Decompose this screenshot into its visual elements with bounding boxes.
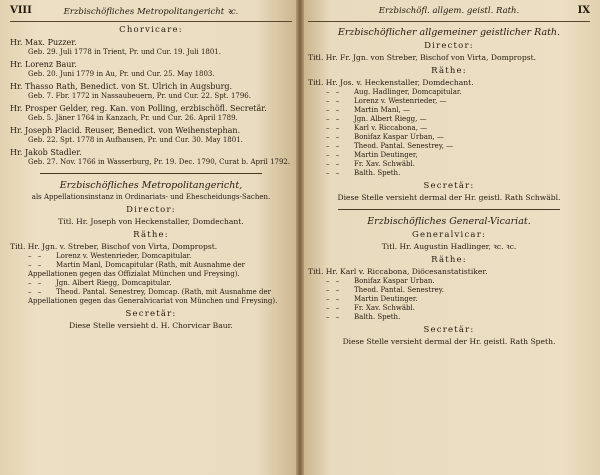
choir-vicars-heading: Chorvicare: — [119, 25, 183, 35]
vicar-entry — [10, 104, 292, 123]
section-divider — [40, 173, 262, 174]
page-number-left: VIII — [10, 5, 32, 16]
vicar-general-heading: Generalvicar: — [411, 230, 487, 240]
council-member: – – Karl v. Riccabona, — — [326, 124, 428, 132]
vicariate-title: Erzbischöfliches General-Vicariat. — [367, 216, 531, 227]
council-director-heading: Director: — [424, 41, 474, 51]
vicar-name: Hr. Joseph Placid. Reuser, Benedict. von Weihenstephan. — [10, 126, 241, 135]
vicariate-member: – – Fr. Xav. Schwäbl. — [326, 304, 415, 312]
council-secretary: Diese Stelle versieht dermal der Hr. geistl. Rath Schwäbl. — [337, 193, 561, 202]
vicar-detail: Geb. 22. Spt. 1778 in Aufhausen, Pr. und Cur. 30. May 1801. — [28, 136, 243, 144]
council-member-text: Martin Deutinger, — [354, 151, 418, 159]
vicariate-secretary: Diese Stelle versieht dermal der Hr. geistl. Rath Speth. — [342, 337, 556, 346]
vicariate-chief-councillor: Titl. Hr. Karl v. Riccabona, Diöcesanstatistiker. — [308, 267, 488, 276]
council-member-text: Jgn. Albert Riegg, — — [354, 115, 427, 123]
running-title-right: Erzbischöfl. allgem. geistl. Rath. — [378, 6, 520, 16]
council-member-text: Martin Manl, — — [354, 106, 411, 114]
section-divider — [338, 209, 560, 210]
court-secretary-heading: Secretär: — [125, 309, 177, 319]
vicariate-member: – – Martin Deutinger. — [326, 295, 418, 303]
right-page-header — [308, 5, 590, 22]
council-title: Erzbischöflicher allgemeiner geistlicher Rath. — [337, 27, 561, 38]
vicariate-councillors-heading: Räthe: — [431, 255, 467, 265]
vicar-detail: Geb. 5. Jäner 1764 in Kanzach, Pr. und Cur. 26. April 1789. — [28, 114, 238, 122]
vicar-detail: Geb. 20. Juni 1779 in Au, Pr. und Cur. 25. May 1803. — [28, 70, 215, 78]
court-member: – – Jgn. Albert Riegg, Domcapitular. — [28, 279, 172, 287]
court-member-text: Theod. Pantal. Senestrey, Domcap. (Rath, mit Ausnahme der Appellationen gegen das Generalvicariat von München und Freysing). — [28, 288, 278, 305]
council-member-text: Balth. Speth. — [354, 169, 401, 177]
vicariate-member-text: Fr. Xav. Schwäbl. — [354, 304, 415, 312]
vicar-entry — [10, 148, 292, 167]
council-member-text: Bonifaz Kaspar Urban, — — [354, 133, 444, 141]
council-councillors-heading: Räthe: — [431, 66, 467, 76]
council-director: Titl. Hr. Fr. Jgn. von Streber, Bischof von Virta, Dompropst. — [308, 53, 537, 62]
vicar-detail: Geb. 7. Fbr. 1772 in Nassaubeuern, Pr. und Cur. 22. Spt. 1796. — [28, 92, 251, 100]
council-member: – – Martin Manl, — — [326, 106, 411, 114]
court-director-heading: Director: — [126, 205, 176, 215]
council-member: – – Aug. Hadlinger, Domcapitular. — [326, 88, 462, 96]
council-member: – – Lorenz v. Westenrieder, — — [326, 97, 447, 105]
council-member: – – Martin Deutinger, — [326, 151, 418, 159]
vicar-entry — [10, 126, 292, 145]
court-secretary: Diese Stelle versieht d. H. Chorvicar Baur. — [69, 321, 233, 330]
court-member: – – Martin Manl, Domcapitular (Rath, mit Ausnahme der Appellationen gegen das Offizialat München und Freysing). — [28, 261, 245, 278]
council-member: – – Theod. Pantal. Senestrey, — — [326, 142, 454, 150]
vicariate-member: – – Balth. Speth. — [326, 313, 401, 321]
court-member: – – Lorenz v. Westenrieder, Domcapitular. — [28, 252, 192, 260]
council-member: – – Balth. Speth. — [326, 169, 401, 177]
book-gutter — [296, 0, 304, 475]
court-member: – – Theod. Pantal. Senestrey, Domcap. (Rath, mit Ausnahme der Appellationen gegen das Generalvicariat von München und Freysing). — [28, 288, 278, 305]
right-page — [300, 0, 600, 475]
council-secretary-heading: Secretär: — [423, 181, 475, 191]
council-member: – – Jgn. Albert Riegg, — — [326, 115, 427, 123]
court-director: Titl. Hr. Joseph von Heckenstaller, Domdechant. — [58, 217, 244, 226]
vicariate-member-text: Theod. Pantal. Senestrey. — [354, 286, 444, 294]
vicariate-member-text: Balth. Speth. — [354, 313, 401, 321]
court-member-text: Martin Manl, Domcapitular (Rath, mit Ausnahme der Appellationen gegen das Offizialat München und Freysing). — [28, 261, 245, 278]
council-member: – – Bonifaz Kaspar Urban, — — [326, 133, 444, 141]
council-member: – – Fr. Xav. Schwäbl. — [326, 160, 415, 168]
court-chief-councillor: Titl. Hr. Jgn. v. Streber, Bischof von Virta, Dompropst. — [10, 242, 218, 251]
vicar-detail: Geb. 29. Juli 1778 in Trient, Pr. und Cur. 19. Juli 1801. — [28, 48, 221, 56]
court-subtitle: als Appellationsinstanz in Ordinariats- und Ehescheidungs-Sachen. — [31, 193, 271, 201]
vicar-detail: Geb. 27. Nov. 1766 in Wasserburg, Pr. 19. Dec. 1790, Curat b. April 1792. — [28, 158, 291, 166]
vicar-name: Hr. Prosper Gelder, reg. Kan. von Polling, erzbischöfl. Secretär. — [10, 104, 267, 113]
court-councillors-heading: Räthe: — [133, 230, 169, 240]
vicar-name: Hr. Lorenz Baur. — [10, 60, 77, 69]
council-member-text: Theod. Pantal. Senestrey, — — [354, 142, 454, 150]
vicariate-member-text: Martin Deutinger. — [354, 295, 418, 303]
vicar-entry — [10, 60, 292, 79]
council-member-text: Aug. Hadlinger, Domcapitular. — [354, 88, 462, 96]
court-member-text: Jgn. Albert Riegg, Domcapitular. — [56, 279, 172, 287]
vicariate-member: – – Bonifaz Kaspar Urban. — [326, 277, 435, 285]
vicariate-secretary-heading: Secretär: — [423, 325, 475, 335]
council-member-text: Karl v. Riccabona, — — [354, 124, 428, 132]
running-title-left: Erzbischöfliches Metropolitangericht ꝛc. — [63, 7, 239, 17]
vicar-name: Hr. Thasso Rath, Benedict. von St. Ulrich in Augsburg. — [10, 82, 233, 91]
vicar-entry — [10, 38, 292, 57]
council-member-text: Lorenz v. Westenrieder, — — [354, 97, 447, 105]
vicar-name: Hr. Jakob Stadler. — [10, 148, 82, 157]
vicar-entry — [10, 82, 292, 101]
vicar-general: Titl. Hr. Augustin Hadlinger, ꝛc. ꝛc. — [381, 242, 517, 251]
court-member-text: Lorenz v. Westenrieder, Domcapitular. — [56, 252, 192, 260]
vicariate-member: – – Theod. Pantal. Senestrey. — [326, 286, 444, 294]
page-number-right: IX — [577, 5, 590, 16]
left-page-header — [10, 5, 292, 22]
court-title: Erzbischöfliches Metropolitangericht, — [59, 180, 243, 191]
council-chief-councillor: Titl. Hr. Jos. v. Heckenstaller, Domdechant. — [308, 78, 474, 87]
vicariate-member-text: Bonifaz Kaspar Urban. — [354, 277, 435, 285]
council-member-text: Fr. Xav. Schwäbl. — [354, 160, 415, 168]
vicar-name: Hr. Max. Puzzer. — [10, 38, 77, 47]
